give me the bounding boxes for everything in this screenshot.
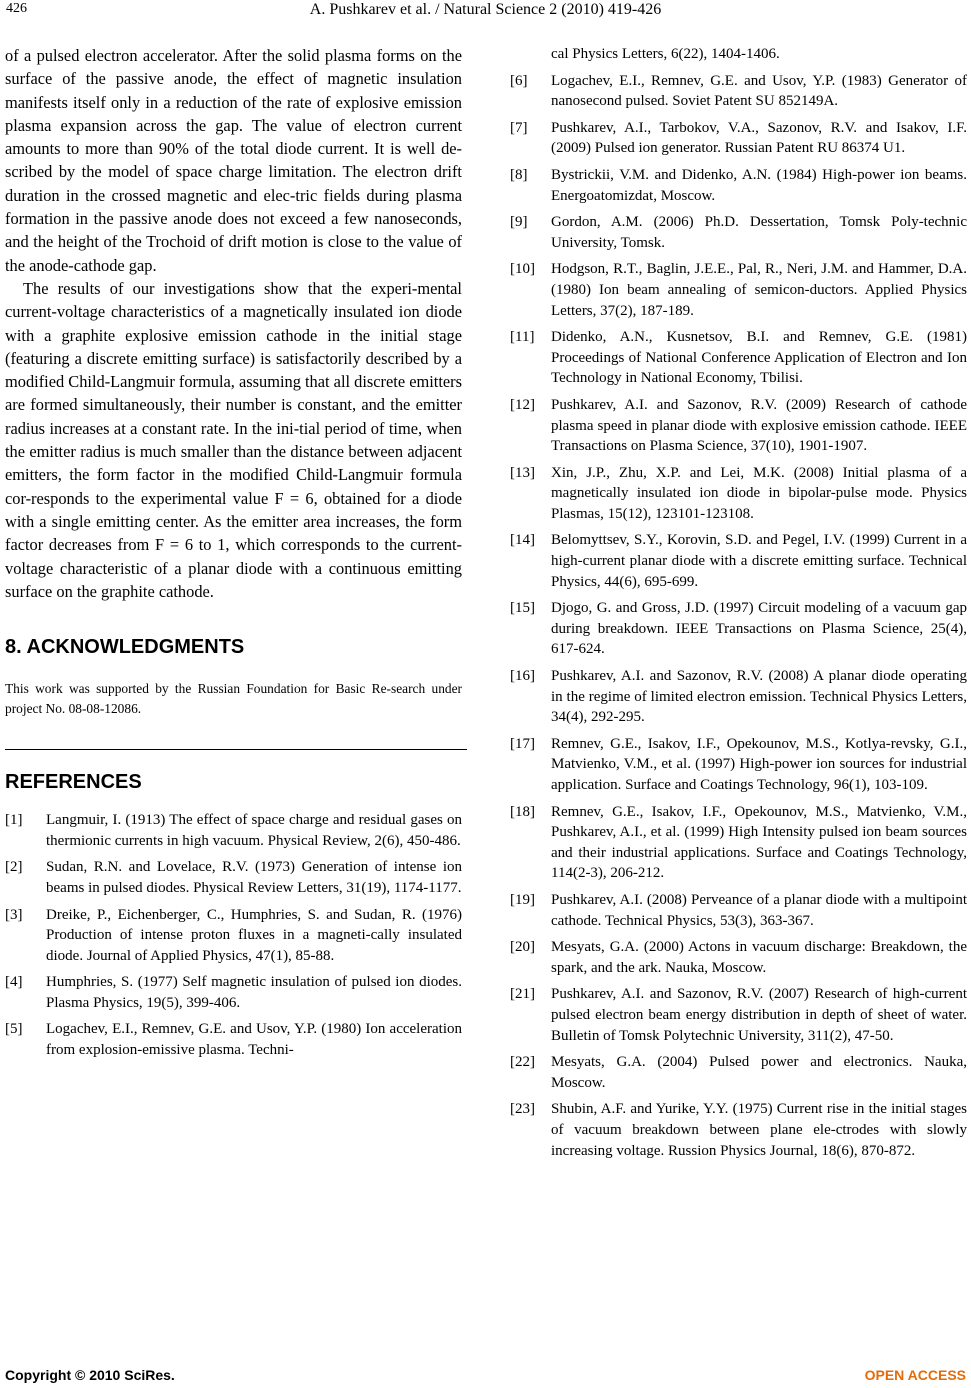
- reference-text: Djogo, G. and Gross, J.D. (1997) Circuit modeling of a vacuum gap during breakdown. IEEE Transactions on Plasma Science, 25(4), 617-624.: [551, 600, 967, 658]
- reference-item: [510, 118, 967, 159]
- reference-text: Langmuir, I. (1913) The effect of space charge and residual gases on thermionic currents in high vacuum. Physical Review, 2(6), 450-486.: [46, 812, 462, 849]
- reference-item: [510, 984, 967, 1046]
- reference-number: [14]: [510, 532, 535, 549]
- reference-number: [22]: [510, 1054, 535, 1071]
- acknowledgments-heading: 8. ACKNOWLEDGMENTS: [5, 636, 245, 659]
- reference-number: [18]: [510, 803, 535, 820]
- body-paragraph: of a pulsed electron accelerator. After the solid plasma forms on the surface of the passive anode, the effect of magnetic insulation manifests itself only in a reduction of the rate of explosive emission plasma expansion across the gap. The value of electron current amounts to more than 90% of the total diode current. It is well de-scribed by the model of space charge limitation. The electron drift duration in the crossed magnetic and elec-tric fields during plasma formation in the passive anode does not exceed a few nanoseconds, and the height of the Trochoid of drift motion is close to the value of the anode-cathode gap.: [5, 46, 462, 275]
- reference-item: [5, 972, 462, 1013]
- reference-text: Remnev, G.E., Isakov, I.F., Opekounov, M.S., Matvienko, V.M., Pushkarev, A.I., et al. (1999) High Intensity pulsed ion beam sources and their industrial applications. Surface and Coatings Technology, 114(2-3), 206-212.: [551, 803, 967, 882]
- reference-number: [13]: [510, 464, 535, 481]
- reference-text: Pushkarev, A.I. (2008) Perveance of a planar diode with a multipoint cathode. Technical Physics, 53(3), 363-367.: [551, 891, 967, 929]
- reference-item: [510, 212, 967, 253]
- reference-text: Didenko, A.N., Kusnetsov, B.I. and Remnev, G.E. (1981) Proceedings of National Conference Application of Electron and Ion Technology in National Economy, Tbilisi.: [551, 329, 967, 387]
- reference-number: [20]: [510, 939, 535, 956]
- reference-item: [510, 1052, 967, 1093]
- reference-item: [5, 857, 462, 898]
- reference-item: [510, 890, 967, 931]
- reference-number: [17]: [510, 735, 535, 752]
- reference-text: Mesyats, G.A. (2004) Pulsed power and electronics. Nauka, Moscow.: [551, 1054, 967, 1091]
- reference-number: [21]: [510, 986, 535, 1003]
- reference-text: Humphries, S. (1977) Self magnetic insulation of pulsed ion diodes. Plasma Physics, 19(5), 399-406.: [46, 974, 462, 1011]
- right-column: [510, 44, 967, 1167]
- reference-text: Xin, J.P., Zhu, X.P. and Lei, M.K. (2008) Initial plasma of a magnetically insulated ion diode in bipolar-pulse mode. Physics Plasmas, 15(12), 123101-123108.: [551, 464, 967, 522]
- left-column: [5, 44, 462, 1067]
- reference-item: [510, 734, 967, 796]
- reference-item: [510, 598, 967, 660]
- reference-text: Belomyttsev, S.Y., Korovin, S.D. and Pegel, I.V. (1999) Current in a high-current planar diode with a discrete emitting surface. Technical Physics, 44(6), 695-699.: [551, 532, 967, 590]
- reference-number: [3]: [5, 906, 23, 923]
- copyright-footer: Copyright © 2010 SciRes.: [5, 1367, 175, 1383]
- reference-item: [510, 802, 967, 884]
- reference-number: [15]: [510, 600, 535, 617]
- reference-item: [510, 1099, 967, 1161]
- reference-text: Hodgson, R.T., Baglin, J.E.E., Pal, R., Neri, J.M. and Hammer, D.A. (1980) Ion beam annealing of semicon-ductors. Applied Physics Letters, 37(2), 187-189.: [551, 261, 967, 319]
- reference-item: [510, 530, 967, 592]
- reference-number: [16]: [510, 668, 535, 685]
- reference-number: [10]: [510, 261, 535, 278]
- reference-number: [12]: [510, 396, 535, 413]
- reference-item: [5, 905, 462, 967]
- reference-continuation: cal Physics Letters, 6(22), 1404-1406.: [551, 46, 780, 62]
- page-number: 426: [6, 1, 27, 16]
- reference-number: [9]: [510, 214, 528, 231]
- reference-text: Logachev, E.I., Remnev, G.E. and Usov, Y.P. (1983) Generator of nanosecond pulsed. Soviet Patent SU 852149A.: [551, 72, 967, 110]
- reference-text: Sudan, R.N. and Lovelace, R.V. (1973) Generation of intense ion beams in pulsed diodes. Physical Review Letters, 31(19), 1174-1177.: [46, 859, 462, 896]
- reference-text: Bystrickii, V.M. and Didenko, A.N. (1984) High-power ion beams. Energoatomizdat, Moscow.: [551, 166, 967, 204]
- body-paragraph: The results of our investigations show that the experi-mental current-voltage characteristics of a magnetically insulated ion diode with a graphite explosive emission cathode in the initial stage (featuring a discrete emitting surface) is satisfactorily described by a modified Child-Langmuir formula, assuming that all discrete emitters are formed simultaneously, their number is constant, and the emitter radius increases at a constant rate. In the ini-tial period of time, when the emitter radius is much smaller than the distance between adjacent emitters, the form factor in the modified Child-Langmuir formula cor-responds to the experimental value F = 6, obtained for a diode with a single emitting center. As the emitter area increases, the form factor decreases from F = 6 to 1, which corresponds to the current-voltage characteristic of a planar diode with a continuous emitting surface on the graphite cathode.: [5, 278, 463, 601]
- reference-item: [5, 1019, 462, 1060]
- reference-number: [6]: [510, 72, 528, 89]
- reference-item: [5, 810, 462, 851]
- reference-text: Pushkarev, A.I. and Sazonov, R.V. (2009) Research of cathode plasma speed in planar diode with explosive emission cathode. IEEE Transactions on Plasma Science, 37(10), 1901-1907.: [551, 396, 967, 455]
- reference-text: Pushkarev, A.I., Tarbokov, V.A., Sazonov, R.V. and Isakov, I.F. (2009) Pulsed ion generator. Russian Patent RU 86374 U1.: [551, 119, 967, 157]
- reference-number: [11]: [510, 329, 535, 346]
- reference-item: [510, 259, 967, 321]
- reference-number: [4]: [5, 974, 23, 991]
- reference-text: Pushkarev, A.I. and Sazonov, R.V. (2008) A planar diode operating in the regime of limited electron emission. Technical Physics Letters, 34(4), 292-295.: [551, 668, 967, 726]
- reference-text: Logachev, E.I., Remnev, G.E. and Usov, Y.P. (1980) Ion acceleration from explosion-emissive plasma. Techni-: [46, 1021, 462, 1059]
- reference-number: [23]: [510, 1101, 535, 1118]
- open-access-footer: OPEN ACCESS: [864, 1367, 966, 1383]
- acknowledgments-text: This work was supported by the Russian Foundation for Basic Re-search under project No. 08-08-12086.: [5, 681, 462, 717]
- reference-text: Gordon, A.M. (2006) Ph.D. Dessertation, Tomsk Poly-technic University, Tomsk.: [551, 214, 967, 251]
- reference-item: [510, 327, 967, 389]
- references-heading: REFERENCES: [5, 771, 142, 794]
- reference-number: [8]: [510, 166, 528, 183]
- reference-list-left: [5, 810, 462, 1061]
- reference-item: [510, 71, 967, 112]
- running-header: A. Pushkarev et al. / Natural Science 2 (2010) 419-426: [309, 1, 662, 18]
- reference-text: Remnev, G.E., Isakov, I.F., Opekounov, M.S., Kotlya-revsky, G.I., Matvienko, V.M., et al. (1997) High-power ion sources for industrial application. Surface and Coatings Technology, 96(1), 103-109.: [551, 735, 967, 793]
- reference-item: [510, 937, 967, 978]
- reference-item: [510, 395, 967, 457]
- reference-number: [5]: [5, 1021, 23, 1038]
- reference-text: Pushkarev, A.I. and Sazonov, R.V. (2007) Research of high-current pulsed electron beam energy distribution in depth of sheet of water. Bulletin of Tomsk Polytechnic University, 311(2), 47-50.: [551, 986, 967, 1044]
- reference-number: [1]: [5, 812, 23, 829]
- reference-text: Dreike, P., Eichenberger, C., Humphries, S. and Sudan, R. (1976) Production of intense proton fluxes in a magneti-cally insulated diode. Journal of Applied Physics, 47(1), 85-88.: [46, 906, 462, 964]
- reference-item: [510, 165, 967, 206]
- reference-item: [510, 666, 967, 728]
- reference-list-right: [510, 71, 967, 1162]
- reference-number: [7]: [510, 119, 528, 136]
- reference-item: [510, 463, 967, 525]
- reference-number: [2]: [5, 859, 23, 876]
- reference-number: [19]: [510, 891, 535, 908]
- section-divider: [5, 749, 467, 750]
- reference-text: Mesyats, G.A. (2000) Actons in vacuum discharge: Breakdown, the spark, and the ark. Nauka, Moscow.: [551, 939, 967, 976]
- reference-text: Shubin, A.F. and Yurike, Y.Y. (1975) Current rise in the initial stages of vacuum breakdown between plane ele-ctrodes with slowly increasing voltage. Russion Physics Journal, 18(6), 870-872.: [551, 1101, 967, 1159]
